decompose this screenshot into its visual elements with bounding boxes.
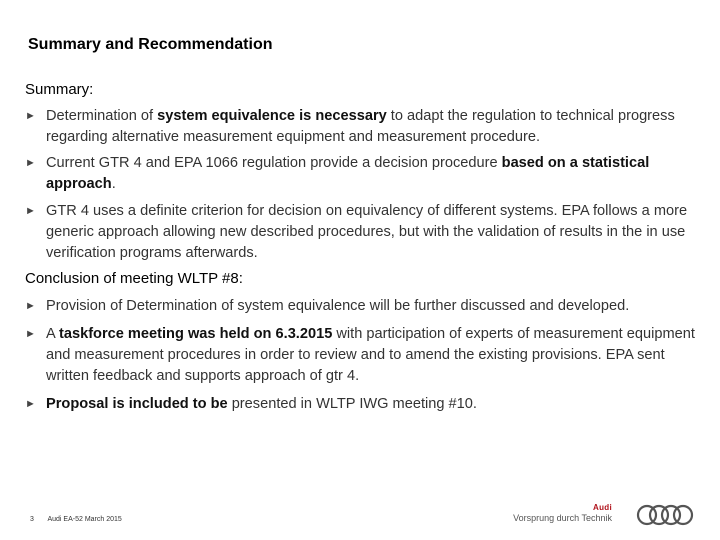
conclusion-bullet-text [46,394,695,415]
bullet-marker-icon: ► [25,398,36,410]
summary-bullet [25,153,695,195]
bullet-text-run: Provision of Determination of system equivalence will be further discussed and developed. [46,298,630,314]
audi-rings-icon [636,504,694,526]
summary-bullet [25,106,695,148]
page-number: 3 [30,516,34,523]
conclusion-bullet-text [46,324,695,387]
conclusion-bullet [25,296,695,317]
footer-info [30,516,122,523]
bullet-text-run: GTR 4 uses a definite criterion for decision on equivalency of different systems. EPA follows a more generic approach allowing new described procedures, but with the validation of results in the in use verification programs afterwards. [46,203,688,261]
brand-slogan: Vorsprung durch Technik [513,513,612,523]
bullet-text-run: presented in WLTP IWG meeting #10. [227,396,477,412]
bullet-text-run: Determination of [46,108,158,124]
bullet-text-run: Current GTR 4 and EPA 1066 regulation provide a decision procedure [46,155,502,171]
summary-bullet-text [46,201,695,264]
conclusion-bullet [25,324,695,387]
summary-bullet-text [46,106,695,148]
summary-heading: Summary: [25,81,94,98]
bullet-text-run: with participation of experts of measurement equipment and measurement procedures in order to review and to amend the existing provisions. EPA sent written feedback and supports approach of gtr 4. [46,326,695,384]
summary-bullet-text [46,153,695,195]
bullet-bold-text: Proposal is included to be [46,396,228,412]
bullet-marker-icon: ► [25,328,36,340]
slide-title: Summary and Recommendation [28,36,273,53]
conclusion-heading: Conclusion of meeting WLTP #8: [25,270,243,287]
conclusion-bullet-text [46,296,695,317]
bullet-marker-icon: ► [25,205,36,217]
bullet-text-run: . [111,176,116,192]
bullet-bold-text: based on a statistical approach [46,155,650,192]
ring-4 [674,506,692,524]
conclusion-bullet [25,394,695,415]
bullet-text-run: to adapt the regulation to technical progress regarding alternative measurement equipment and measurement procedure. [46,108,675,145]
summary-bullet [25,201,695,264]
bullet-bold-text: system equivalence is necessary [157,108,387,124]
bullet-marker-icon: ► [25,157,36,169]
bullet-text-run: A [46,326,59,342]
bullet-marker-icon: ► [25,300,36,312]
brand-block [513,503,612,523]
brand-name: Audi [593,503,612,512]
bullet-bold-text: taskforce meeting was held on 6.3.2015 [58,326,333,342]
bullet-marker-icon: ► [25,110,36,122]
footer-text: Audi EA-52 March 2015 [47,516,122,523]
